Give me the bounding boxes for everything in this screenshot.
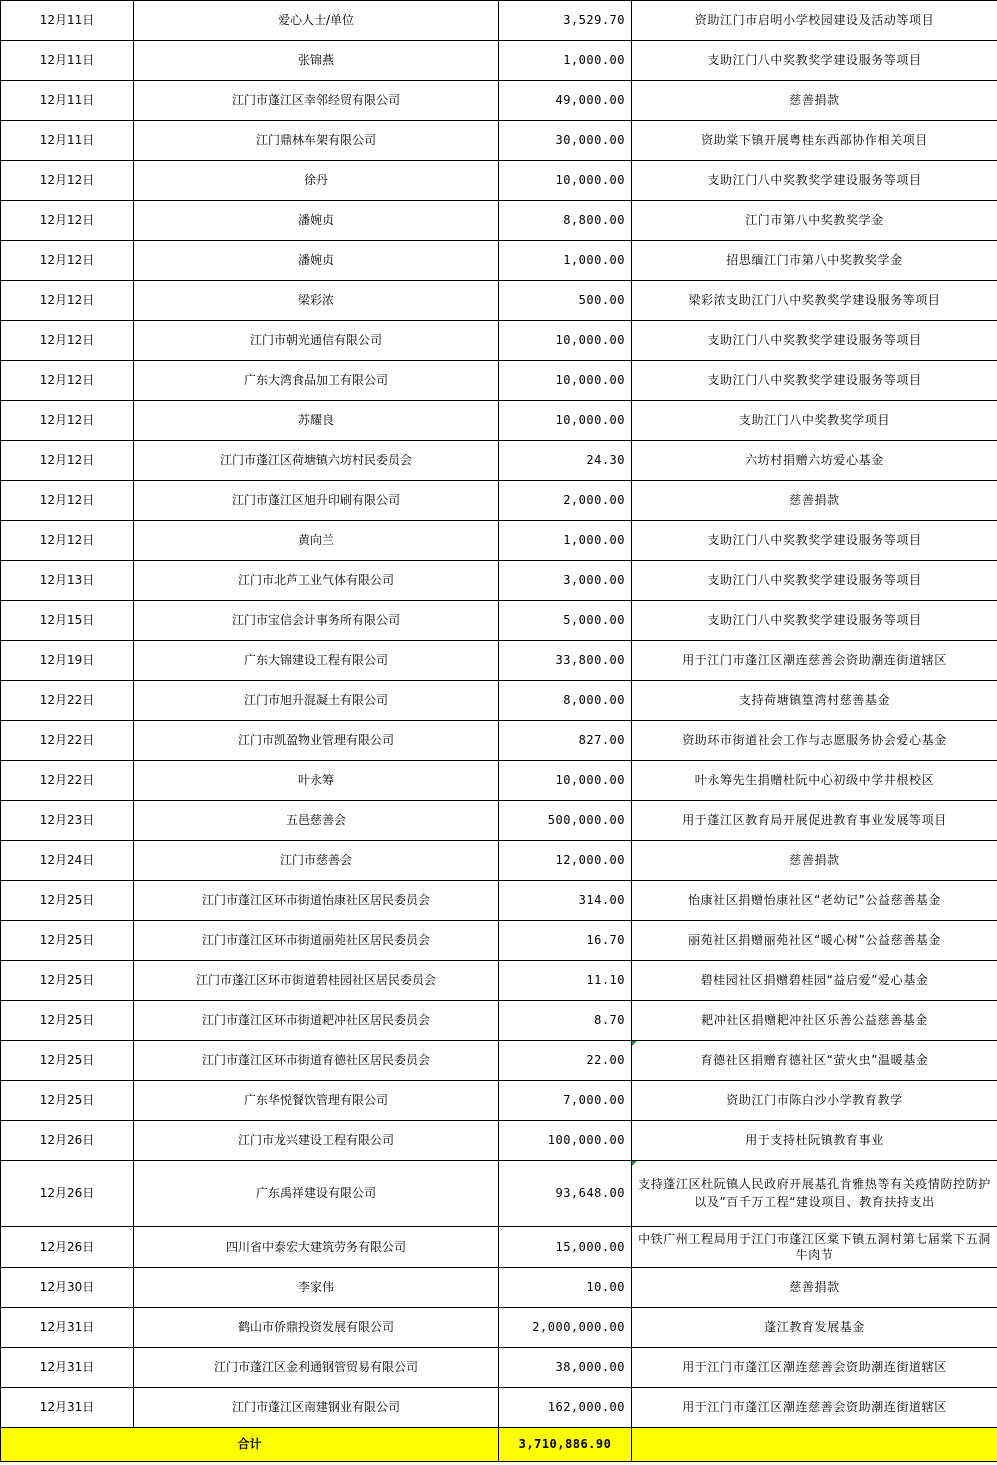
row-purpose[interactable]: 叶永筹先生捐赠杜阮中心初级中学井根校区: [632, 761, 997, 801]
row-donor[interactable]: 江门市蓬江区环市街道怡康社区居民委员会: [134, 881, 499, 921]
row-amount[interactable]: 1,000.00: [499, 41, 632, 81]
row-date[interactable]: 12月24日: [1, 841, 134, 881]
row-donor[interactable]: 广东禹祥建设有限公司: [134, 1161, 499, 1227]
row-date[interactable]: 12月12日: [1, 401, 134, 441]
row-date[interactable]: 12月12日: [1, 241, 134, 281]
row-donor[interactable]: 四川省中泰宏大建筑劳务有限公司: [134, 1227, 499, 1268]
row-date[interactable]: 12月22日: [1, 761, 134, 801]
table-row: [1, 881, 997, 921]
row-donor[interactable]: 苏耀良: [134, 401, 499, 441]
row-donor[interactable]: 广东大锦建设工程有限公司: [134, 641, 499, 681]
row-amount[interactable]: 38,000.00: [499, 1348, 632, 1388]
row-donor[interactable]: 江门市凯盈物业管理有限公司: [134, 721, 499, 761]
row-purpose[interactable]: 支助江门八中奖教奖学建设服务等项目: [632, 521, 997, 561]
row-amount[interactable]: 314.00: [499, 881, 632, 921]
table-row: [1, 561, 997, 601]
row-date[interactable]: 12月31日: [1, 1388, 134, 1428]
row-date[interactable]: 12月25日: [1, 881, 134, 921]
row-purpose[interactable]: 慈善捐款: [632, 1268, 997, 1308]
table-row: [1, 1, 997, 41]
row-amount[interactable]: 500.00: [499, 281, 632, 321]
row-amount[interactable]: 1,000.00: [499, 241, 632, 281]
table-row: [1, 1388, 997, 1428]
row-donor[interactable]: 广东大湾食品加工有限公司: [134, 361, 499, 401]
row-donor[interactable]: 江门市蓬江区环市街道育德社区居民委员会: [134, 1041, 499, 1081]
row-purpose[interactable]: 支助江门八中奖教奖学建设服务等项目: [632, 321, 997, 361]
row-date[interactable]: 12月31日: [1, 1348, 134, 1388]
row-date[interactable]: 12月11日: [1, 41, 134, 81]
row-purpose[interactable]: 支助江门八中奖教奖学建设服务等项目: [632, 561, 997, 601]
row-donor[interactable]: 梁彩浓: [134, 281, 499, 321]
row-purpose[interactable]: 慈善捐款: [632, 81, 997, 121]
table-row: [1, 1308, 997, 1348]
row-purpose[interactable]: 支助江门八中奖教奖学建设服务等项目: [632, 161, 997, 201]
table-row: [1, 441, 997, 481]
row-amount[interactable]: 11.10: [499, 961, 632, 1001]
row-date[interactable]: 12月12日: [1, 361, 134, 401]
row-purpose[interactable]: 资助江门市启明小学校园建设及活动等项目: [632, 1, 997, 41]
table-row: [1, 961, 997, 1001]
row-date[interactable]: 12月25日: [1, 1081, 134, 1121]
row-amount[interactable]: 10,000.00: [499, 361, 632, 401]
row-amount[interactable]: 24.30: [499, 441, 632, 481]
table-row: [1, 41, 997, 81]
row-purpose[interactable]: 支助江门八中奖教奖学项目: [632, 401, 997, 441]
row-amount[interactable]: 10,000.00: [499, 321, 632, 361]
row-date[interactable]: 12月22日: [1, 721, 134, 761]
table-row: [1, 1081, 997, 1121]
row-amount[interactable]: 8.70: [499, 1001, 632, 1041]
row-donor[interactable]: 江门市北芦工业气体有限公司: [134, 561, 499, 601]
row-purpose[interactable]: 中铁广州工程局用于江门市蓬江区棠下镇五洞村第七届棠下五洞牛肉节: [632, 1227, 997, 1268]
row-purpose[interactable]: 支助江门八中奖教奖学建设服务等项目: [632, 601, 997, 641]
table-row: [1, 161, 997, 201]
row-amount[interactable]: 16.70: [499, 921, 632, 961]
row-amount[interactable]: 8,000.00: [499, 681, 632, 721]
row-date[interactable]: 12月11日: [1, 121, 134, 161]
table-row: [1, 1121, 997, 1161]
row-amount[interactable]: 500,000.00: [499, 801, 632, 841]
row-donor[interactable]: 江门市蓬江区荷塘镇六坊村民委员会: [134, 441, 499, 481]
row-amount[interactable]: 162,000.00: [499, 1388, 632, 1428]
table-row: [1, 81, 997, 121]
total-row: [1, 1428, 997, 1462]
row-amount[interactable]: 10,000.00: [499, 161, 632, 201]
table-row: [1, 121, 997, 161]
row-amount[interactable]: 93,648.00: [499, 1161, 632, 1227]
row-amount[interactable]: 2,000,000.00: [499, 1308, 632, 1348]
row-donor[interactable]: 江门市蓬江区南建钢业有限公司: [134, 1388, 499, 1428]
row-date[interactable]: 12月12日: [1, 161, 134, 201]
row-amount[interactable]: 15,000.00: [499, 1227, 632, 1268]
row-amount[interactable]: 8,800.00: [499, 201, 632, 241]
row-donor[interactable]: 徐丹: [134, 161, 499, 201]
row-date[interactable]: 12月25日: [1, 1041, 134, 1081]
row-purpose[interactable]: 慈善捐款: [632, 481, 997, 521]
row-date[interactable]: 12月30日: [1, 1268, 134, 1308]
row-date[interactable]: 12月31日: [1, 1308, 134, 1348]
table-row: [1, 1161, 997, 1227]
row-purpose[interactable]: 丽苑社区捐赠丽苑社区“暖心树”公益慈善基金: [632, 921, 997, 961]
row-amount[interactable]: 10.00: [499, 1268, 632, 1308]
row-amount[interactable]: 33,800.00: [499, 641, 632, 681]
table-body: [1, 1, 997, 1462]
row-purpose[interactable]: 慈善捐款: [632, 841, 997, 881]
row-amount[interactable]: 2,000.00: [499, 481, 632, 521]
row-amount[interactable]: 5,000.00: [499, 601, 632, 641]
row-purpose[interactable]: 用于支持杜阮镇教育事业: [632, 1121, 997, 1161]
row-amount[interactable]: 3,000.00: [499, 561, 632, 601]
row-amount[interactable]: 49,000.00: [499, 81, 632, 121]
row-amount[interactable]: 7,000.00: [499, 1081, 632, 1121]
row-donor[interactable]: 江门鼎林车架有限公司: [134, 121, 499, 161]
row-purpose[interactable]: 资助棠下镇开展粤桂东西部协作相关项目: [632, 121, 997, 161]
table-row: [1, 1001, 997, 1041]
row-date[interactable]: 12月11日: [1, 81, 134, 121]
row-date[interactable]: 12月22日: [1, 681, 134, 721]
row-purpose[interactable]: 支持荷塘镇篁湾村慈善基金: [632, 681, 997, 721]
row-amount[interactable]: 12,000.00: [499, 841, 632, 881]
table-row: [1, 321, 997, 361]
row-date[interactable]: 12月19日: [1, 641, 134, 681]
table-row: [1, 201, 997, 241]
row-donor[interactable]: 江门市蓬江区幸邻经贸有限公司: [134, 81, 499, 121]
row-donor[interactable]: 江门市龙兴建设工程有限公司: [134, 1121, 499, 1161]
row-donor[interactable]: 江门市朝光通信有限公司: [134, 321, 499, 361]
table-row: [1, 401, 997, 441]
row-donor[interactable]: 江门市宝信会计事务所有限公司: [134, 601, 499, 641]
row-purpose[interactable]: 用于江门市蓬江区潮连慈善会资助潮连街道辖区: [632, 1388, 997, 1428]
row-purpose[interactable]: 支助江门八中奖教奖学建设服务等项目: [632, 41, 997, 81]
total-label: 合计: [1, 1428, 499, 1462]
row-date[interactable]: 12月26日: [1, 1227, 134, 1268]
table-row: [1, 481, 997, 521]
table-row: [1, 801, 997, 841]
row-amount[interactable]: 10,000.00: [499, 401, 632, 441]
row-purpose[interactable]: 育德社区捐赠育德社区“萤火虫”温暖基金: [632, 1041, 997, 1081]
row-purpose[interactable]: 招思缅江门市第八中奖教奖学金: [632, 241, 997, 281]
row-purpose[interactable]: 资助环市街道社会工作与志愿服务协会爱心基金: [632, 721, 997, 761]
row-amount[interactable]: 22.00: [499, 1041, 632, 1081]
table-row: [1, 601, 997, 641]
row-purpose[interactable]: 用于蓬江区教育局开展促进教育事业发展等项目: [632, 801, 997, 841]
row-donor[interactable]: 爱心人士/单位: [134, 1, 499, 41]
row-purpose[interactable]: 资助江门市陈白沙小学教育教学: [632, 1081, 997, 1121]
row-purpose[interactable]: 用于江门市蓬江区潮连慈善会资助潮连街道辖区: [632, 1348, 997, 1388]
row-purpose[interactable]: 耙冲社区捐赠耙冲社区乐善公益慈善基金: [632, 1001, 997, 1041]
row-amount[interactable]: 100,000.00: [499, 1121, 632, 1161]
row-donor[interactable]: 李家伟: [134, 1268, 499, 1308]
row-date[interactable]: 12月13日: [1, 561, 134, 601]
row-purpose[interactable]: 江门市第八中奖教奖学金: [632, 201, 997, 241]
table-row: [1, 1348, 997, 1388]
table-row: [1, 361, 997, 401]
row-donor[interactable]: 鹤山市侨鼎投资发展有限公司: [134, 1308, 499, 1348]
table-row: [1, 241, 997, 281]
table-row: [1, 921, 997, 961]
row-purpose[interactable]: 用于江门市蓬江区潮连慈善会资助潮连街道辖区: [632, 641, 997, 681]
table-row: [1, 681, 997, 721]
table-row: [1, 761, 997, 801]
row-date[interactable]: 12月12日: [1, 201, 134, 241]
row-date[interactable]: 12月25日: [1, 921, 134, 961]
row-date[interactable]: 12月12日: [1, 321, 134, 361]
row-donor[interactable]: 江门市蓬江区环市街道丽苑社区居民委员会: [134, 921, 499, 961]
total-amount[interactable]: 3,710,886.90: [499, 1428, 632, 1462]
row-purpose[interactable]: 梁彩浓支助江门八中奖教奖学建设服务等项目: [632, 281, 997, 321]
row-donor[interactable]: 江门市蓬江区环市街道耙冲社区居民委员会: [134, 1001, 499, 1041]
row-purpose[interactable]: 碧桂园社区捐赠碧桂园“益启爱”爱心基金: [632, 961, 997, 1001]
row-donor[interactable]: 江门市慈善会: [134, 841, 499, 881]
row-amount[interactable]: 3,529.70: [499, 1, 632, 41]
row-date[interactable]: 12月12日: [1, 521, 134, 561]
row-amount[interactable]: 1,000.00: [499, 521, 632, 561]
row-purpose[interactable]: 六坊村捐赠六坊爱心基金: [632, 441, 997, 481]
row-donor[interactable]: 五邑慈善会: [134, 801, 499, 841]
row-donor[interactable]: 江门市蓬江区金利通钢管贸易有限公司: [134, 1348, 499, 1388]
row-date[interactable]: 12月12日: [1, 281, 134, 321]
row-date[interactable]: 12月12日: [1, 481, 134, 521]
row-date[interactable]: 12月25日: [1, 1001, 134, 1041]
total-empty-cell[interactable]: [632, 1428, 997, 1462]
table-row: [1, 1227, 997, 1268]
row-amount[interactable]: 30,000.00: [499, 121, 632, 161]
row-donor[interactable]: 潘婉贞: [134, 201, 499, 241]
row-date[interactable]: 12月23日: [1, 801, 134, 841]
row-purpose[interactable]: 蓬江教育发展基金: [632, 1308, 997, 1348]
row-donor[interactable]: 广东华悦餐饮管理有限公司: [134, 1081, 499, 1121]
row-date[interactable]: 12月26日: [1, 1161, 134, 1227]
row-date[interactable]: 12月12日: [1, 441, 134, 481]
row-donor[interactable]: 江门市蓬江区环市街道碧桂园社区居民委员会: [134, 961, 499, 1001]
table-row: [1, 1268, 997, 1308]
row-date[interactable]: 12月26日: [1, 1121, 134, 1161]
table-row: [1, 641, 997, 681]
table-row: [1, 721, 997, 761]
row-donor[interactable]: 潘婉贞: [134, 241, 499, 281]
row-date[interactable]: 12月25日: [1, 961, 134, 1001]
row-donor[interactable]: 张锦燕: [134, 41, 499, 81]
row-donor[interactable]: 黄向兰: [134, 521, 499, 561]
row-purpose[interactable]: 支助江门八中奖教奖学建设服务等项目: [632, 361, 997, 401]
table-row: [1, 1041, 997, 1081]
row-date[interactable]: 12月15日: [1, 601, 134, 641]
row-donor[interactable]: 江门市蓬江区旭升印刷有限公司: [134, 481, 499, 521]
row-donor[interactable]: 江门市旭升混凝土有限公司: [134, 681, 499, 721]
table-row: [1, 281, 997, 321]
row-donor[interactable]: 叶永筹: [134, 761, 499, 801]
table-row: [1, 521, 997, 561]
row-amount[interactable]: 10,000.00: [499, 761, 632, 801]
row-amount[interactable]: 827.00: [499, 721, 632, 761]
row-date[interactable]: 12月11日: [1, 1, 134, 41]
row-purpose[interactable]: 怡康社区捐赠怡康社区“老幼记”公益慈善基金: [632, 881, 997, 921]
row-purpose[interactable]: 支持蓬江区杜阮镇人民政府开展基孔肯雅热等有关疫情防控防护以及”百千万工程“建设项目、教育扶持支出: [632, 1161, 997, 1227]
table-row: [1, 841, 997, 881]
